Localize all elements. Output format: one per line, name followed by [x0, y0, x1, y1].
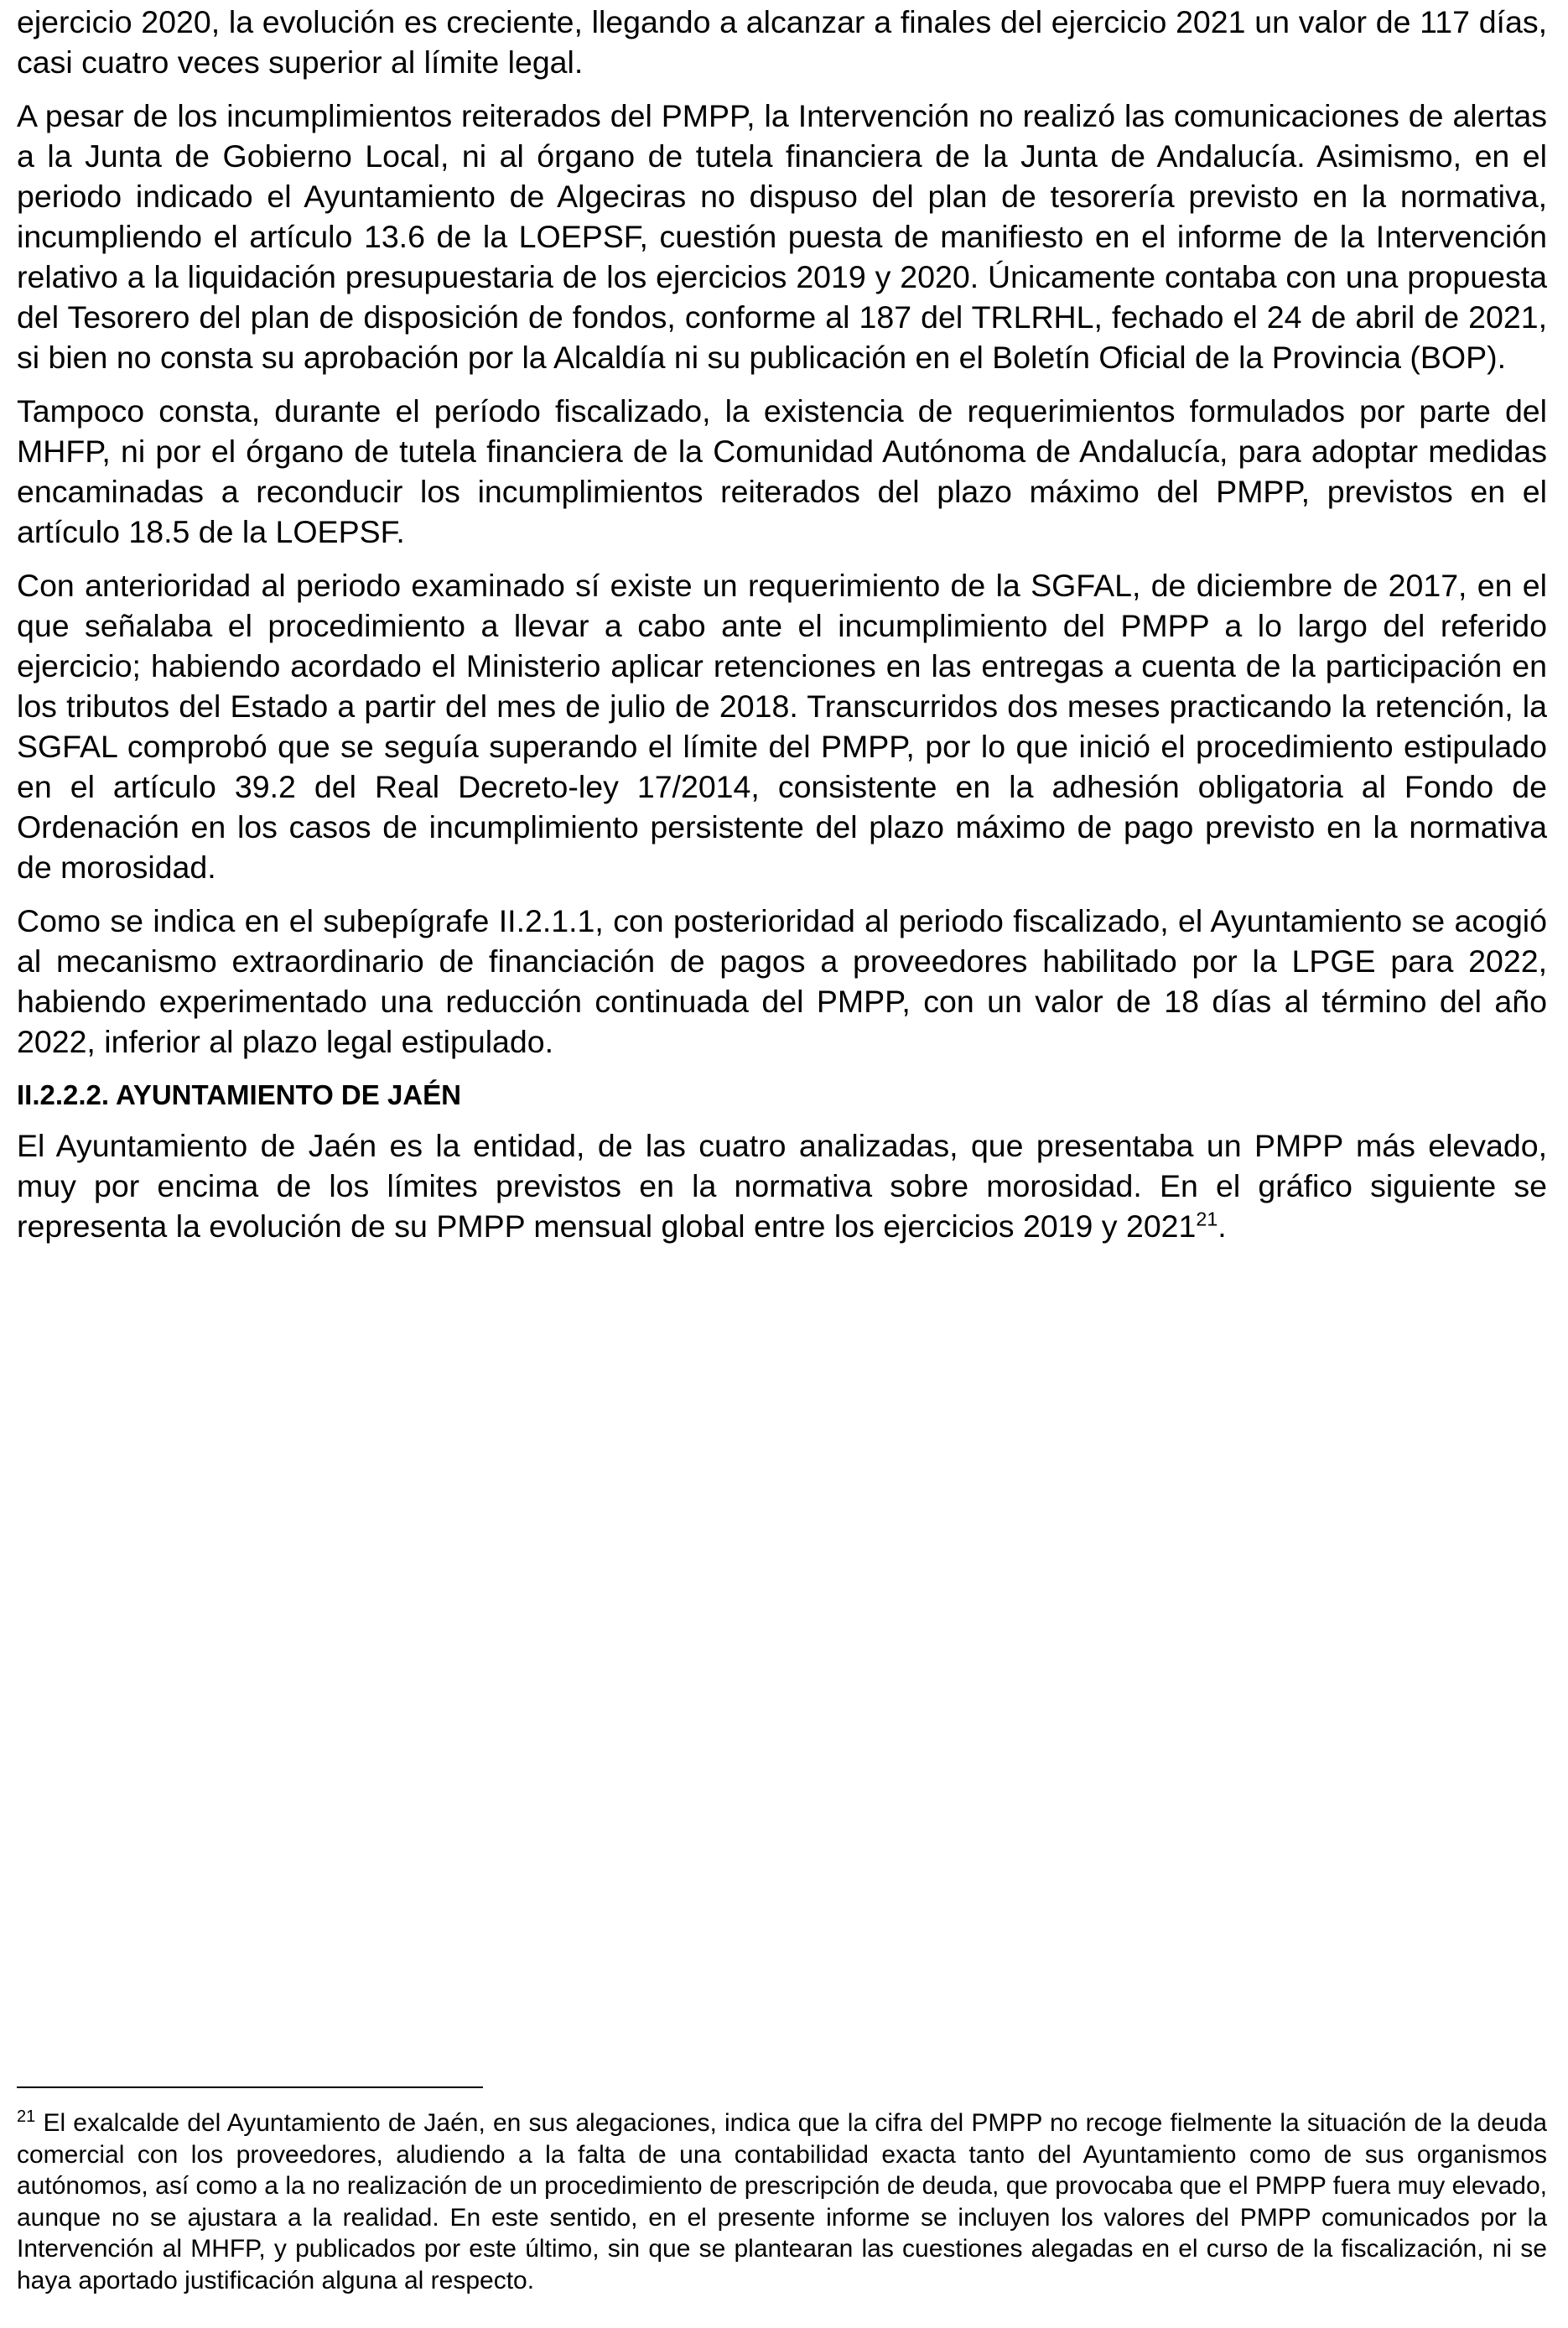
- footnote-separator: [17, 2086, 483, 2088]
- jaen-paragraph-text: El Ayuntamiento de Jaén es la entidad, de las cuatro analizadas, que presentaba un PMPP más elevado, muy por encima de los límites previstos en la normativa sobre morosidad. En el gráfico siguiente se representa la evolución de su PMPP mensual global entre los ejercicios 2019 y 2021: [17, 1128, 1547, 1244]
- paragraph-requirements: Tampoco consta, durante el período fiscalizado, la existencia de requerimientos formulados por parte del MHFP, ni por el órgano de tutela financiera de la Comunidad Autónoma de Andalucía, para adoptar medidas encaminadas a reconducir los incumplimientos reiterados del plazo máximo del PMPP, previstos en el artículo 18.5 de la LOEPSF.: [17, 393, 1547, 549]
- paragraph-alert-communications: A pesar de los incumplimientos reiterados del PMPP, la Intervención no realizó las comunicaciones de alertas a la Junta de Gobierno Local, ni al órgano de tutela financiera de la Junta de Andalucía. Asimismo, en el periodo indicado el Ayuntamiento de Algeciras no dispuso del plan de tesorería previsto en la normativa, incumpliendo el artículo 13.6 de la LOEPSF, cuestión puesta de manifiesto en el informe de la Intervención relativo a la liquidación presupuestaria de los ejercicios 2019 y 2020. Únicamente contaba con una propuesta del Tesorero del plan de disposición de fondos, conforme al 187 del TRLRHL, fechado el 24 de abril de 2021, si bien no consta su aprobación por la Alcaldía ni su publicación en el Boletín Oficial de la Provincia (BOP).: [17, 98, 1547, 375]
- paragraph-algeciras-evolution: ejercicio 2020, la evolución es creciente, llegando a alcanzar a finales del ejercicio 2021 un valor de 117 días, casi cuatro veces superior al límite legal.: [17, 4, 1547, 80]
- paragraph-jaen-intro: [17, 1125, 1547, 1246]
- footnote-text: El exalcalde del Ayuntamiento de Jaén, en sus alegaciones, indica que la cifra del PMPP no recoge fielmente la situación de la deuda comercial con los proveedores, aludiendo a la falta de una contabilidad exacta tanto del Ayuntamiento como de sus organismos autónomos, así como a la no realización de un procedimiento de prescripción de deuda, que provocaba que el PMPP fuera muy elevado, aunque no se ajustara a la realidad. En este sentido, en el presente informe se incluyen los valores del PMPP comunicados por la Intervención al MHFP, y publicados por este último, sin que se plantearan las cuestiones alegadas en el curso de la fiscalización, ni se haya aportado justificación alguna al respecto.: [17, 2109, 1547, 2294]
- footnote-21: [17, 2107, 1547, 2296]
- document-body: [17, 2, 1547, 1260]
- jaen-paragraph-end: .: [1218, 1208, 1227, 1244]
- paragraph-extraordinary-mechanism: Como se indica en el subepígrafe II.2.1.1, con posterioridad al periodo fiscalizado, el Ayuntamiento se acogió al mecanismo extraordinario de financiación de pagos a proveedores habilitado por la LPGE para 2022, habiendo experimentado una reducción continuada del PMPP, con un valor de 18 días al término del año 2022, inferior al plazo legal estipulado.: [17, 903, 1547, 1059]
- footnote-number: 21: [17, 2107, 36, 2126]
- paragraph-sgfal-requirement: Con anterioridad al periodo examinado sí existe un requerimiento de la SGFAL, de diciembre de 2017, en el que señalaba el procedimiento a llevar a cabo ante el incumplimiento del PMPP a lo largo del referido ejercicio; habiendo acordado el Ministerio aplicar retenciones en las entregas a cuenta de la participación en los tributos del Estado a partir del mes de julio de 2018. Transcurridos dos meses practicando la retención, la SGFAL comprobó que se seguía superando el límite del PMPP, por lo que inició el procedimiento estipulado en el artículo 39.2 del Real Decreto-ley 17/2014, consistente en la adhesión obligatoria al Fondo de Ordenación en los casos de incumplimiento persistente del plazo máximo de pago previsto en la normativa de morosidad.: [17, 568, 1547, 885]
- section-heading-jaen: II.2.2.2. AYUNTAMIENTO DE JAÉN: [17, 1079, 461, 1110]
- footnote-reference[interactable]: 21: [1196, 1208, 1218, 1230]
